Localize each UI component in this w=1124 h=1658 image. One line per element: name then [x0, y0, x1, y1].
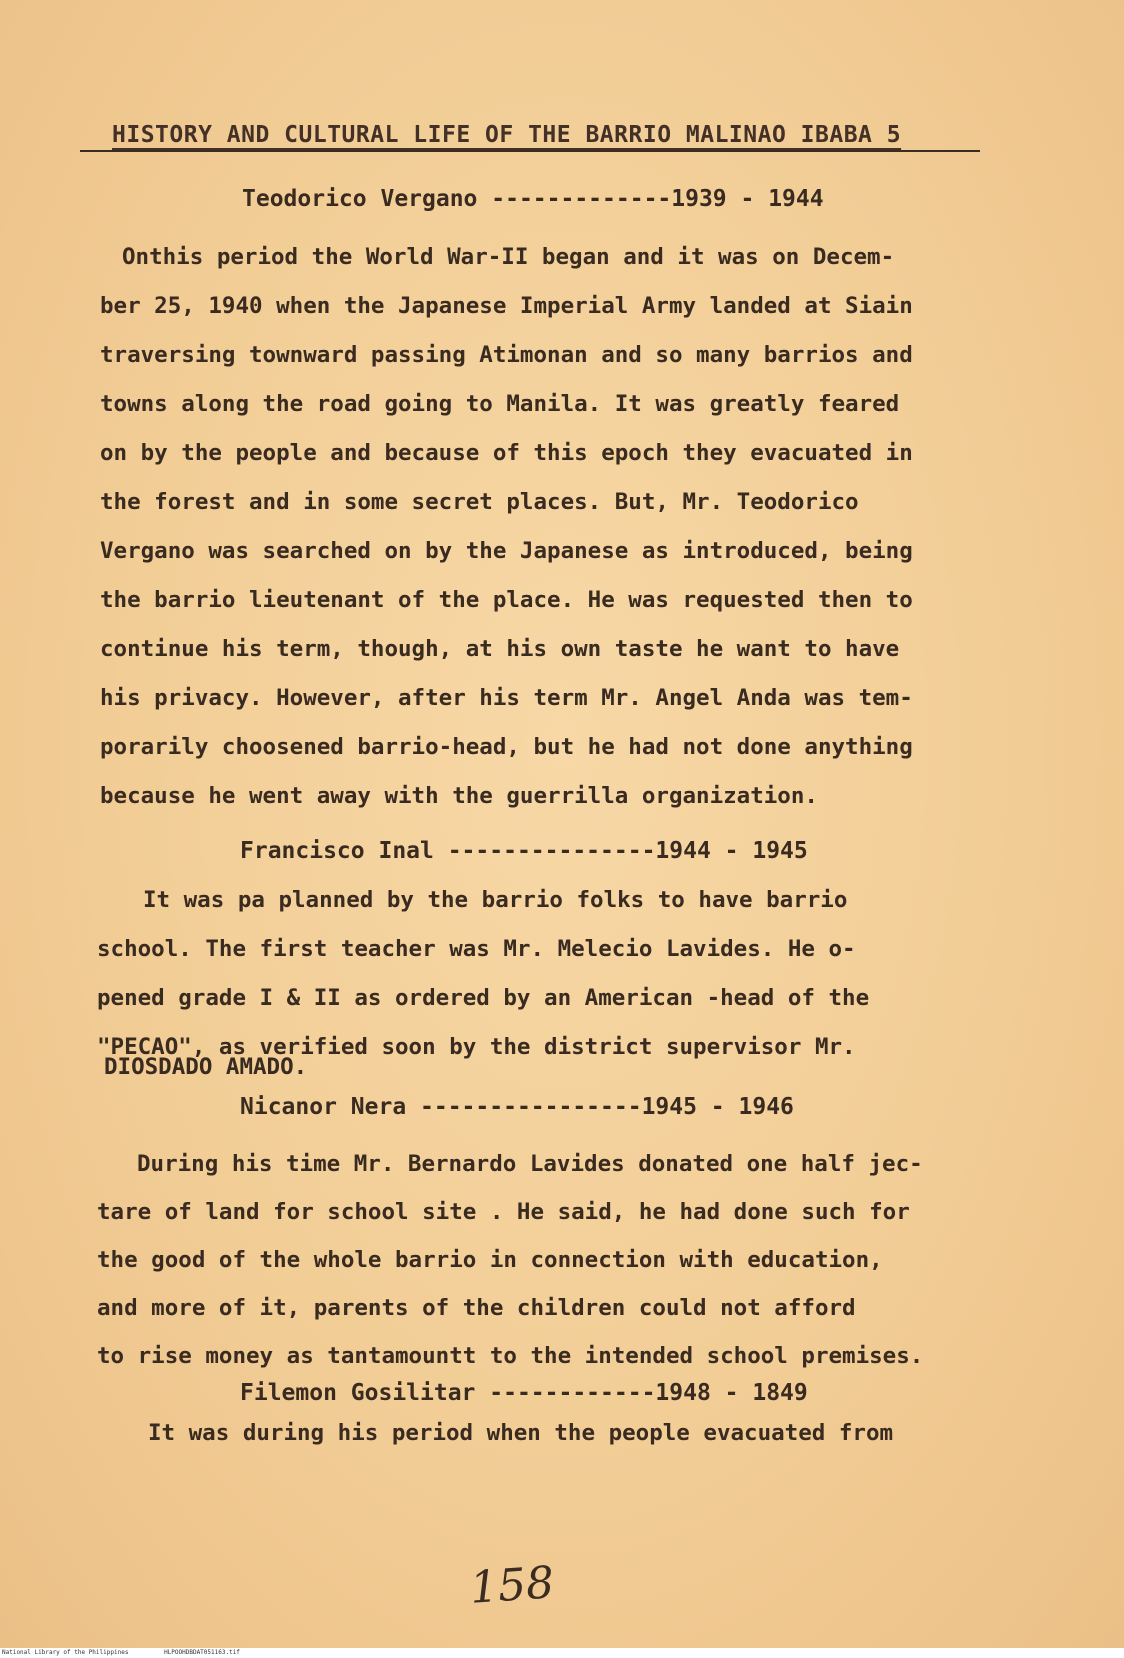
section-paragraph-inal	[97, 876, 869, 1072]
handwritten-page-number: 158	[468, 1557, 556, 1614]
paragraph-line: school. The first teacher was Mr. Melecio Lavides. He o-	[97, 936, 856, 962]
paragraph-line: to rise money as tantamountt to the intended school premises.	[97, 1343, 924, 1369]
paragraph-line: porarily choosened barrio-head, but he had not done anything	[100, 734, 913, 760]
paragraph-line: his privacy. However, after his term Mr. Angel Anda was tem-	[100, 685, 913, 711]
scan-footer	[0, 1648, 1124, 1658]
paragraph-line: because he went away with the guerrilla organization.	[100, 783, 818, 809]
footer-filename: HLPOOHDBDAT051163.tif	[164, 1649, 240, 1656]
section-heading-inal: Francisco Inal ---------------1944 - 1945	[240, 838, 808, 864]
paragraph-line: towns along the road going to Manila. It was greatly feared	[100, 391, 900, 417]
section-paragraph-nera	[97, 1140, 923, 1380]
page-title: HISTORY AND CULTURAL LIFE OF THE BARRIO MALINAO IBABA 5	[112, 122, 902, 148]
paragraph-line: Vergano was searched on by the Japanese as introduced, being	[100, 538, 913, 564]
paragraph-line: tare of land for school site . He said, he had done such for	[97, 1199, 910, 1225]
paragraph-line: the good of the whole barrio in connection with education,	[97, 1247, 883, 1273]
paragraph-line: "PECAO", as verified soon by the district supervisor Mr.	[97, 1034, 856, 1060]
paragraph-line: and more of it, parents of the children could not afford	[97, 1295, 856, 1321]
paragraph-line: It was pa planned by the barrio folks to have barrio	[143, 887, 848, 913]
footer-source: National Library of the Philippines	[2, 1649, 129, 1656]
section-heading-vergano: Teodorico Vergano -------------1939 - 1944	[242, 186, 824, 212]
paragraph-line: Onthis period the World War-II began and it was on Decem-	[122, 244, 895, 270]
paragraph-line: the barrio lieutenant of the place. He was requested then to	[100, 587, 913, 613]
paragraph-line: continue his term, though, at his own taste he want to have	[100, 636, 900, 662]
section-heading-nera: Nicanor Nera ----------------1945 - 1946	[240, 1094, 794, 1120]
paragraph-line: the forest and in some secret places. But, Mr. Teodorico	[100, 489, 859, 515]
supervisor-name-line: DIOSDADO AMADO.	[104, 1054, 308, 1080]
paragraph-line: traversing townward passing Atimonan and so many barrios and	[100, 342, 913, 368]
title-underline	[80, 150, 980, 152]
section-paragraph-gosilitar: It was during his period when the people evacuated from	[148, 1420, 894, 1446]
paragraph-line: on by the people and because of this epoch they evacuated in	[100, 440, 913, 466]
paragraph-line: ber 25, 1940 when the Japanese Imperial Army landed at Siain	[100, 293, 913, 319]
section-paragraph-vergano	[100, 233, 913, 821]
paragraph-line: pened grade I & II as ordered by an American -head of the	[97, 985, 870, 1011]
paragraph-line: During his time Mr. Bernardo Lavides donated one half jec-	[137, 1151, 923, 1177]
section-heading-gosilitar: Filemon Gosilitar ------------1948 - 1849	[240, 1380, 808, 1406]
